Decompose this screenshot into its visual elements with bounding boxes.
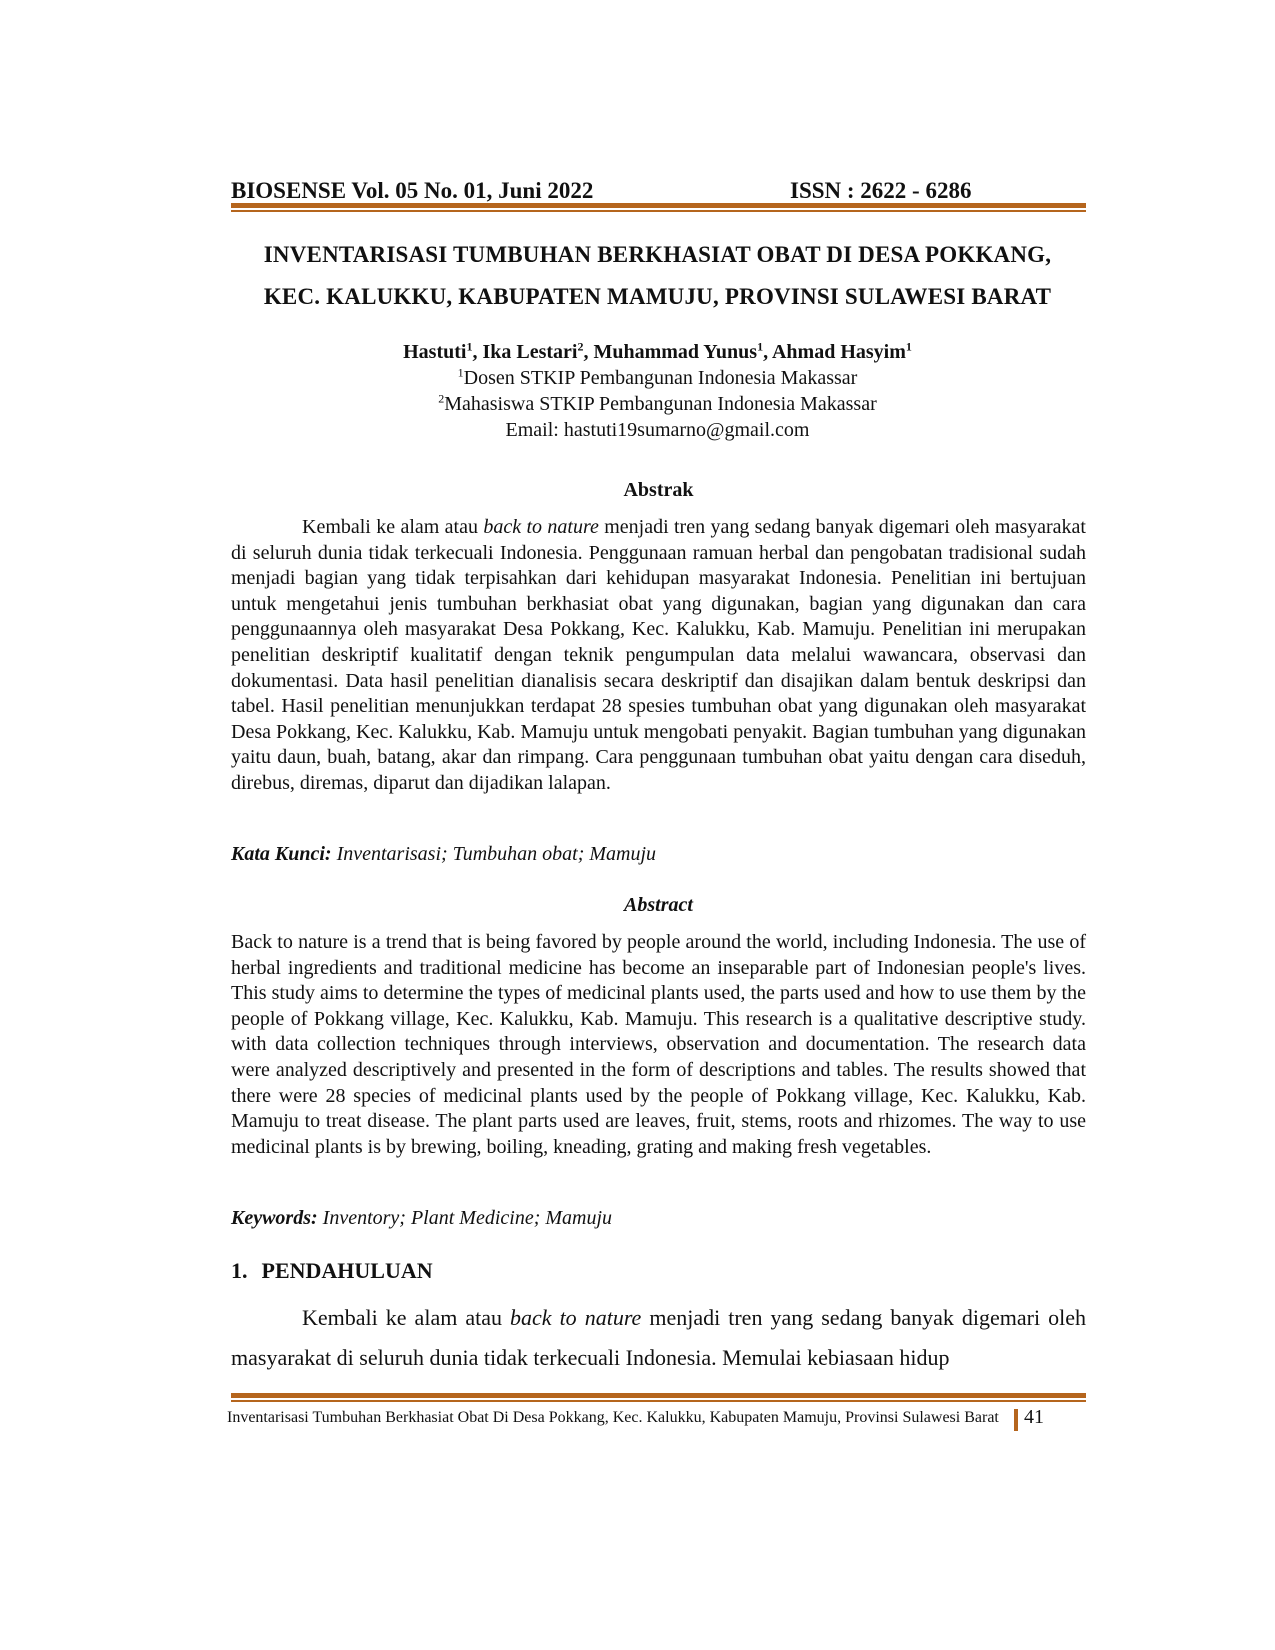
- affiliation-1-text: Dosen STKIP Pembangunan Indonesia Makassar: [463, 367, 858, 389]
- abstrak-text-2: menjadi tren yang sedang banyak digemari oleh masyarakat di seluruh dunia tidak terkecuali Indonesia. Penggunaan ramuan herbal dan pengobatan tradisional sudah menjadi bagian yang tidak terpisahkan dari kehidupan masyarakat Indonesia. Penelitian ini bertujuan untuk mengetahui jenis tumbuhan berkhasiat obat yang digunakan, bagian yang digunakan dan cara penggunaannya oleh masyarakat Desa Pokkang, Kec. Kalukku, Kab. Mamuju. Penelitian ini merupakan penelitian deskriptif kualitatif dengan teknik pengumpulan data melalui wawancara, observasi dan dokumentasi. Data hasil penelitian dianalisis secara deskriptif dan disajikan dalam bentuk deskripsi dan tabel. Hasil penelitian menunjukkan terdapat 28 spesies tumbuhan obat yang digunakan oleh masyarakat Desa Pokkang, Kec. Kalukku, Kab. Mamuju untuk mengobati penyakit. Bagian tumbuhan yang digunakan yaitu daun, buah, batang, akar dan rimpang. Cara penggunaan tumbuhan obat yaitu dengan cara diseduh, direbus, diremas, diparut dan dijadikan lalapan.: [231, 516, 1086, 794]
- affiliation-2-sup: 2: [438, 391, 445, 406]
- affiliation-1-sup: 1: [457, 365, 464, 380]
- author-block: [200, 339, 1115, 443]
- section-italic: back to nature: [510, 1305, 642, 1330]
- page-number: 41: [1024, 1406, 1044, 1428]
- affiliation-1: [200, 365, 1115, 391]
- keywords-values: Inventory; Plant Medicine; Mamuju: [317, 1207, 613, 1229]
- title-line-2: KEC. KALUKKU, KABUPATEN MAMUJU, PROVINSI SULAWESI BARAT: [263, 284, 1052, 309]
- issn: ISSN : 2622 - 6286: [790, 178, 972, 203]
- email: Email: hastuti19sumarno@gmail.com: [505, 419, 810, 441]
- author-2-sup: 2: [577, 339, 584, 354]
- author-1-sup: 1: [466, 339, 473, 354]
- author-sep: ,: [472, 341, 483, 363]
- section-number: 1.: [231, 1258, 248, 1283]
- journal-info: BIOSENSE Vol. 05 No. 01, Juni 2022: [231, 178, 594, 203]
- keywords: [231, 1207, 1086, 1230]
- page-number-bar: [1014, 1409, 1018, 1431]
- section-heading: [231, 1258, 433, 1284]
- footer-rule-thick: [231, 1393, 1086, 1398]
- abstract-heading: Abstract: [624, 894, 693, 916]
- author-3: Muhammad Yunus: [593, 341, 758, 363]
- author-1: Hastuti: [403, 341, 467, 363]
- header-rule-thin: [231, 210, 1086, 212]
- kata-kunci-label: Kata Kunci:: [231, 843, 332, 865]
- kata-kunci-values: Inventarisasi; Tumbuhan obat; Mamuju: [331, 843, 657, 865]
- affiliation-2: [200, 391, 1115, 417]
- section-title: PENDAHULUAN: [261, 1258, 433, 1283]
- abstrak-body: [231, 515, 1086, 797]
- title-line-1: INVENTARISASI TUMBUHAN BERKHASIAT OBAT DI DESA POKKANG,: [263, 242, 1052, 267]
- abstrak-text-1: Kembali ke alam atau: [302, 516, 484, 538]
- author-names: [200, 339, 1115, 365]
- author-2: Ika Lestari: [482, 341, 578, 363]
- abstrak-heading: Abstrak: [623, 479, 694, 501]
- paper-title: [160, 234, 1155, 318]
- section-body: [231, 1298, 1086, 1378]
- section-text-2: menjadi tren yang sedang banyak digemari oleh masyarakat di seluruh dunia tidak terkecuali Indonesia. Memulai kebiasaan hidup: [231, 1305, 1087, 1370]
- abstrak-italic: back to nature: [483, 516, 599, 538]
- author-4: Ahmad Hasyim: [771, 341, 906, 363]
- abstract-body: Back to nature is a trend that is being favored by people around the world, including Indonesia. The use of herbal ingredients and traditional medicine has become an inseparable part of Indonesian people's lives. This study aims to determine the types of medicinal plants used, the parts used and how to use them by the people of Pokkang village, Kec. Kalukku, Kab. Mamuju. This research is a qualitative descriptive study. with data collection techniques through interviews, observation and documentation. The research data were analyzed descriptively and presented in the form of descriptions and tables. The results showed that there were 28 species of medicinal plants used by the people of Pokkang village, Kec. Kalukku, Kab. Mamuju to treat disease. The plant parts used are leaves, fruit, stems, roots and rhizomes. The way to use medicinal plants is by brewing, boiling, kneading, grating and making fresh vegetables.: [231, 931, 1086, 1158]
- affiliation-2-text: Mahasiswa STKIP Pembangunan Indonesia Makassar: [444, 393, 877, 415]
- keywords-label: Keywords:: [231, 1207, 318, 1229]
- section-text-1: Kembali ke alam atau: [302, 1305, 511, 1330]
- kata-kunci: [231, 843, 1086, 866]
- author-sep: ,: [763, 341, 772, 363]
- footer-rule-thin: [231, 1400, 1086, 1402]
- author-4-sup: 1: [905, 339, 912, 354]
- author-3-sup: 1: [757, 339, 764, 354]
- running-title: Inventarisasi Tumbuhan Berkhasiat Obat Di Desa Pokkang, Kec. Kalukku, Kabupaten Mamuju, Provinsi Sulawesi Barat: [227, 1409, 999, 1426]
- header-rule-thick: [231, 203, 1086, 208]
- author-sep: ,: [583, 341, 594, 363]
